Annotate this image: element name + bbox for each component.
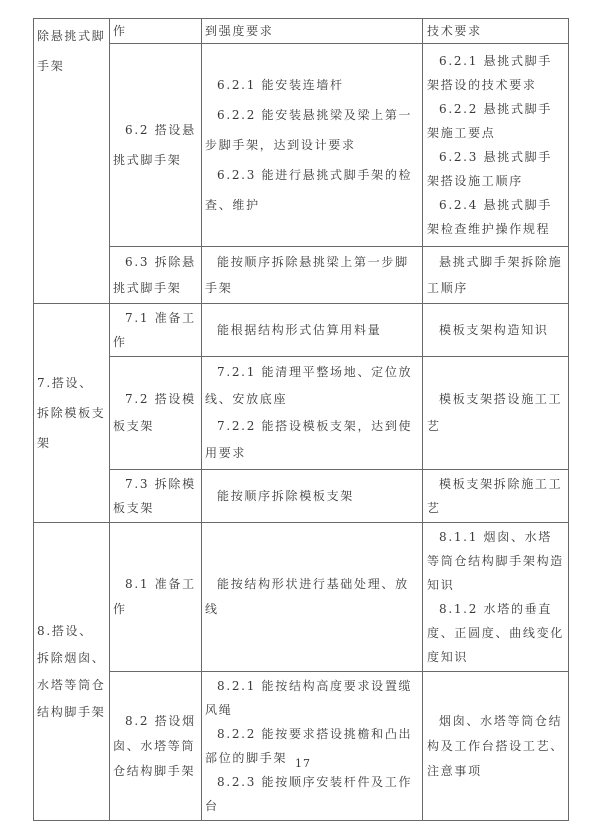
skill-item: 6.2.3 能进行悬挑式脚手架的检查、维护	[205, 168, 413, 212]
skills-cell-8-1	[202, 523, 423, 672]
function-label: 7.搭设、拆除模板支架	[37, 376, 106, 450]
skill-item: 6.2.2 能安装悬挑梁及梁上第一步脚手架，达到设计要求	[205, 108, 413, 152]
knowledge-item: 8.1.2 水塔的垂直度、正圆度、曲线变化度知识	[427, 602, 565, 664]
continuation-knowledge-text: 技术要求	[427, 24, 482, 38]
skills-cell-8-2	[202, 672, 423, 821]
function-cell-section7	[34, 304, 110, 523]
task-label: 6.2 搭设悬挑式脚手架	[113, 123, 196, 167]
skill-item: 6.2.1 能安装连墙杆	[217, 78, 344, 92]
task-label: 7.3 拆除模板支架	[113, 477, 196, 515]
knowledge-cell-8-1	[423, 523, 569, 672]
task-cell-8-1	[110, 523, 202, 672]
knowledge-item: 模板支架构造知识	[439, 323, 549, 337]
skill-standard-table	[33, 18, 569, 821]
task-cell-6-2	[110, 44, 202, 247]
knowledge-cell-6-3	[423, 247, 569, 304]
task-label: 8.2 搭设烟囱、水塔等筒仓结构脚手架	[113, 713, 196, 778]
page-number: 17	[295, 757, 311, 770]
skill-item: 能按结构形状进行基础处理、放线	[205, 577, 409, 616]
skill-item: 能按顺序拆除悬挑梁上第一步脚手架	[205, 255, 409, 295]
skills-cell-7-1	[202, 304, 423, 357]
knowledge-cell-8-2	[423, 672, 569, 821]
knowledge-cell-7-3	[423, 470, 569, 523]
skills-cell-6-2	[202, 44, 423, 247]
skills-cell-6-3	[202, 247, 423, 304]
skill-item: 8.2.1 能按结构高度要求设置缆风绳	[205, 679, 413, 717]
knowledge-item: 6.2.2 悬挑式脚手架施工要点	[427, 102, 553, 140]
continuation-knowledge-cell	[423, 19, 569, 44]
knowledge-cell-6-2	[423, 44, 569, 247]
task-label: 8.1 准备工作	[113, 577, 196, 616]
function-label: 8.搭设、拆除烟囱、水塔等筒仓结构脚手架	[37, 623, 106, 719]
knowledge-item: 6.2.3 悬挑式脚手架搭设施工顺序	[427, 150, 553, 188]
skill-item: 能根据结构形式估算用料量	[217, 323, 382, 337]
continuation-skill-cell	[202, 19, 423, 44]
task-cell-8-2	[110, 672, 202, 821]
task-cell-6-3	[110, 247, 202, 304]
knowledge-cell-7-1	[423, 304, 569, 357]
knowledge-item: 模板支架拆除施工工艺	[427, 477, 563, 515]
continuation-task-text: 作	[113, 24, 127, 38]
continuation-task-cell	[110, 19, 202, 44]
task-label: 6.3 拆除悬挑式脚手架	[113, 255, 196, 295]
task-cell-7-2	[110, 357, 202, 470]
function-cell-section6	[34, 19, 110, 304]
knowledge-item: 6.2.1 悬挑式脚手架搭设的技术要求	[427, 54, 553, 92]
continuation-skill-text: 到强度要求	[205, 24, 274, 38]
knowledge-item: 悬挑式脚手架拆除施工顺序	[427, 255, 563, 295]
skill-item: 7.2.1 能清理平整场地、定位放线、安放底座	[205, 365, 413, 406]
knowledge-cell-7-2	[423, 357, 569, 470]
skill-item: 8.2.3 能按顺序安装杆件及工作台	[205, 775, 413, 813]
knowledge-item: 8.1.1 烟囱、水塔等筒仓结构脚手架构造知识	[427, 530, 565, 592]
skill-item: 7.2.2 能搭设模板支架，达到使用要求	[205, 419, 413, 460]
function-label: 除悬挑式脚手架	[37, 29, 106, 73]
task-label: 7.2 搭设模板支架	[113, 392, 196, 433]
skills-cell-7-2	[202, 357, 423, 470]
skills-cell-7-3	[202, 470, 423, 523]
task-label: 7.1 准备工作	[113, 311, 196, 349]
task-cell-7-1	[110, 304, 202, 357]
knowledge-item: 烟囱、水塔等筒仓结构及工作台搭设工艺、注意事项	[427, 713, 565, 778]
task-cell-7-3	[110, 470, 202, 523]
skill-item: 能按顺序拆除模板支架	[217, 489, 355, 503]
knowledge-item: 模板支架搭设施工工艺	[427, 392, 563, 433]
skill-item: 8.2.2 能按要求搭设挑檐和凸出部位的脚手架	[205, 727, 413, 765]
function-cell-section8	[34, 523, 110, 821]
knowledge-item: 6.2.4 悬挑式脚手架检查维护操作规程	[427, 198, 553, 236]
